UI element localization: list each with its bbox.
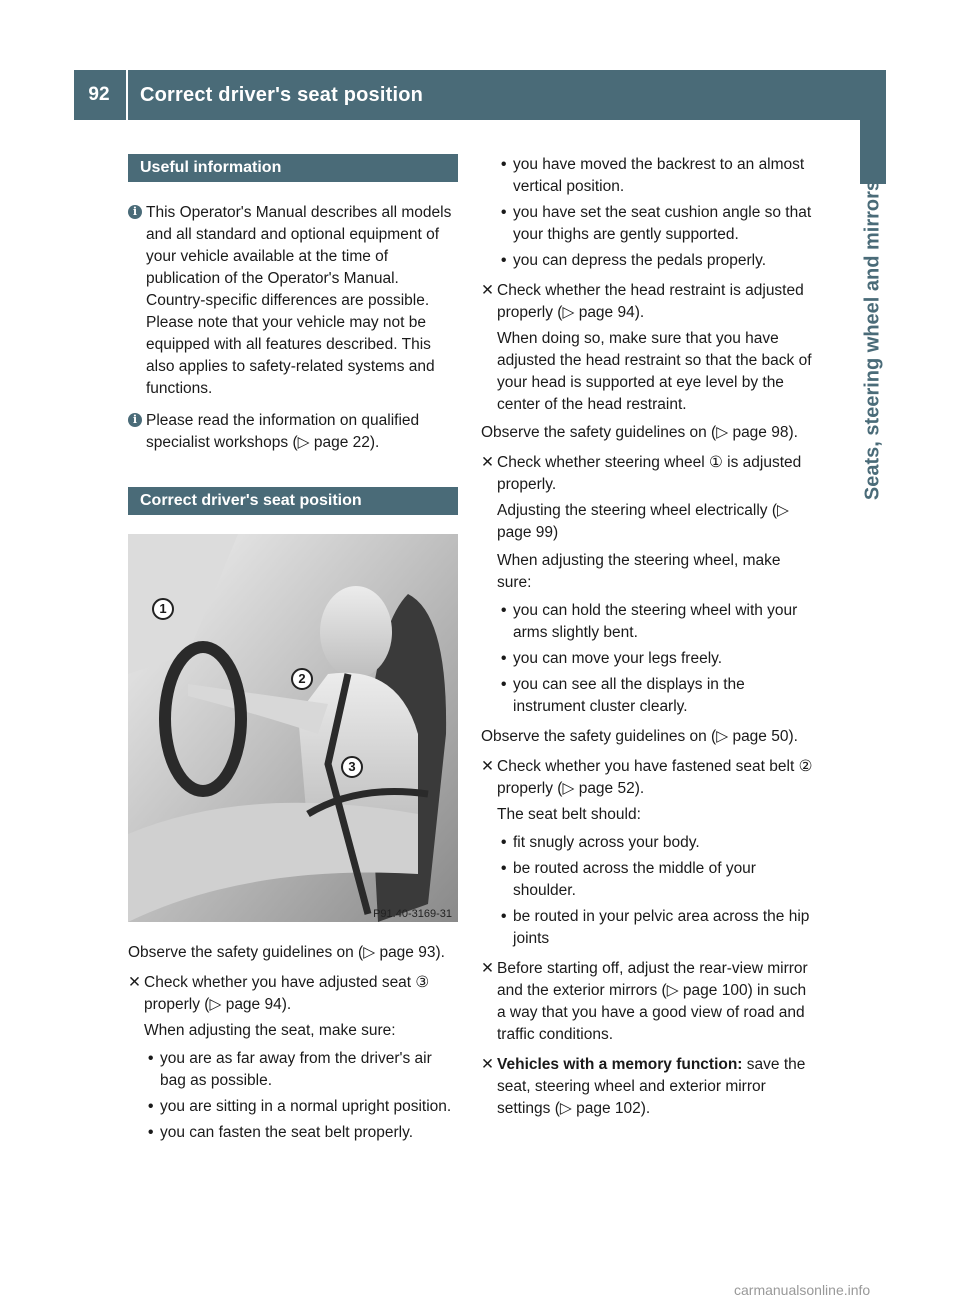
info-note-text: Please read the information on qualified specialist workshops (▷ page 22). bbox=[146, 412, 420, 451]
seat-section-body bbox=[128, 942, 460, 1148]
step-item bbox=[481, 958, 815, 1046]
step-marker-icon: ✕ bbox=[128, 974, 141, 991]
bullet-item bbox=[144, 1122, 460, 1144]
bullet-item bbox=[497, 154, 815, 198]
step-marker-icon: ✕ bbox=[481, 1056, 494, 1073]
bullet-text: you can fasten the seat belt properly. bbox=[160, 1124, 414, 1141]
page-number: 92 bbox=[88, 84, 110, 105]
info-icon: i bbox=[128, 413, 142, 427]
bullet-text: you can hold the steering wheel with your arms slightly bent. bbox=[513, 602, 798, 641]
bullet-item bbox=[497, 674, 815, 718]
driver-seat-illustration bbox=[128, 534, 458, 922]
bullet-icon: • bbox=[501, 204, 507, 221]
chapter-label: Seats, steering wheel and mirrors bbox=[861, 179, 884, 501]
step-item bbox=[481, 1054, 815, 1120]
callout-2: 2 bbox=[291, 668, 313, 690]
bullet-text: fit snugly across your body. bbox=[513, 834, 700, 851]
bullet-item bbox=[497, 858, 815, 902]
driver-seat-drawing bbox=[128, 534, 458, 922]
bullet-item bbox=[497, 600, 815, 644]
step-item bbox=[481, 756, 815, 800]
bullet-icon: • bbox=[501, 676, 507, 693]
bullet-icon: • bbox=[501, 834, 507, 851]
callout-3: 3 bbox=[341, 756, 363, 778]
bullet-icon: • bbox=[148, 1098, 154, 1115]
chapter-tab bbox=[860, 120, 886, 184]
step-subtext: The seat belt should: bbox=[497, 806, 641, 823]
step-item bbox=[481, 280, 815, 324]
watermark: carmanualsonline.info bbox=[734, 1282, 871, 1298]
bullet-text: you can depress the pedals properly. bbox=[513, 252, 767, 269]
observe-text: Observe the safety guidelines on (▷ page 98). bbox=[481, 424, 798, 441]
bullet-item bbox=[144, 1048, 460, 1092]
step-marker-icon: ✕ bbox=[481, 960, 494, 977]
step-text: Check whether you have adjusted seat ③ properly (▷ page 94). bbox=[144, 974, 430, 1013]
bullet-item bbox=[497, 202, 815, 246]
bullet-item bbox=[497, 648, 815, 670]
step-text: Check whether you have fastened seat belt ② properly (▷ page 52). bbox=[497, 758, 813, 797]
bullet-icon: • bbox=[501, 650, 507, 667]
seat-section-heading: Correct driver's seat position bbox=[128, 487, 458, 515]
step-subtext: When adjusting the seat, make sure: bbox=[144, 1022, 396, 1039]
bullet-text: you have set the seat cushion angle so that your thighs are gently supported. bbox=[513, 204, 812, 243]
step-text: Check whether steering wheel ① is adjusted properly. bbox=[497, 454, 802, 493]
step-marker-icon: ✕ bbox=[481, 758, 494, 775]
step-item bbox=[128, 972, 460, 1016]
bullet-text: be routed across the middle of your shoulder. bbox=[513, 860, 756, 899]
step-subtext: When doing so, make sure that you have adjusted the head restraint so that the back of your head is supported at eye level by the center of the head restraint. bbox=[497, 330, 812, 413]
bullet-icon: • bbox=[148, 1050, 154, 1067]
page-title: Correct driver's seat position bbox=[140, 84, 424, 106]
bullet-text: be routed in your pelvic area across the hip joints bbox=[513, 908, 810, 947]
step-marker-icon: ✕ bbox=[481, 282, 494, 299]
observe-text: Observe the safety guidelines on (▷ page 93). bbox=[128, 944, 445, 961]
info-note bbox=[128, 202, 460, 400]
callout-1: 1 bbox=[152, 598, 174, 620]
bullet-icon: • bbox=[501, 252, 507, 269]
useful-info-heading: Useful information bbox=[128, 154, 458, 182]
bullet-icon: • bbox=[501, 156, 507, 173]
step-subtext: When adjusting the steering wheel, make sure: bbox=[497, 552, 781, 591]
bullet-text: you are sitting in a normal upright position. bbox=[160, 1098, 452, 1115]
bullet-icon: • bbox=[501, 860, 507, 877]
step-marker-icon: ✕ bbox=[481, 454, 494, 471]
bullet-text: you are as far away from the driver's air bag as possible. bbox=[160, 1050, 432, 1089]
right-column bbox=[481, 154, 815, 1124]
bullet-icon: • bbox=[501, 602, 507, 619]
observe-text: Observe the safety guidelines on (▷ page 50). bbox=[481, 728, 798, 745]
step-text: save the seat, steering wheel and exterior mirror settings (▷ page 102). bbox=[497, 1056, 806, 1117]
step-text: Before starting off, adjust the rear-view mirror and the exterior mirrors (▷ page 100) in such a way that you have a good view of road and traffic conditions. bbox=[497, 960, 808, 1043]
bullet-item bbox=[497, 250, 815, 272]
bullet-icon: • bbox=[501, 908, 507, 925]
bullet-item bbox=[497, 832, 815, 854]
bullet-item bbox=[144, 1096, 460, 1118]
step-subtext: Adjusting the steering wheel electrically (▷ page 99) bbox=[497, 502, 789, 541]
info-note-text: This Operator's Manual describes all models and all standard and optional equipment of your vehicle available at the time of publication of the Operator's Manual. Country-specific differences are possible. Please note that your vehicle may not be equipped with all features described. This also applies to safety-related systems and functions. bbox=[146, 204, 452, 397]
step-text: Check whether the head restraint is adjusted properly (▷ page 94). bbox=[497, 282, 804, 321]
bullet-icon: • bbox=[148, 1124, 154, 1141]
bullet-text: you can see all the displays in the instrument cluster clearly. bbox=[513, 676, 745, 715]
useful-info-body bbox=[128, 202, 460, 464]
bullet-text: you can move your legs freely. bbox=[513, 650, 723, 667]
info-icon: i bbox=[128, 205, 142, 219]
step-bold-text: Vehicles with a memory function: bbox=[497, 1056, 743, 1073]
info-note bbox=[128, 410, 460, 454]
header-divider bbox=[126, 70, 128, 120]
image-code: P91.40-3169-31 bbox=[373, 908, 452, 920]
bullet-item bbox=[497, 906, 815, 950]
step-item bbox=[481, 452, 815, 496]
bullet-text: you have moved the backrest to an almost vertical position. bbox=[513, 156, 805, 195]
